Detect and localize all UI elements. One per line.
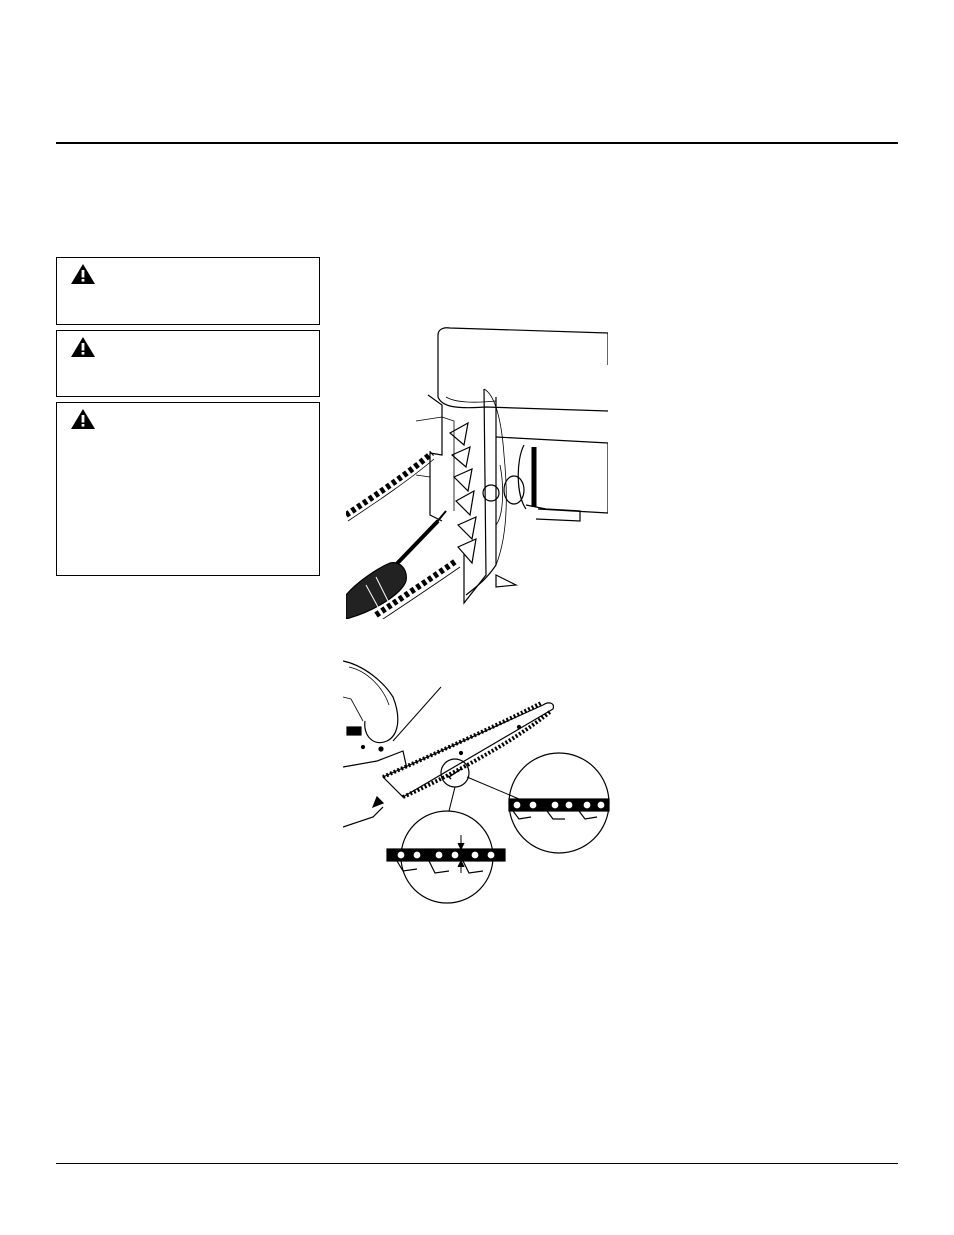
header-rule bbox=[56, 142, 898, 144]
warning-triangle-icon bbox=[71, 337, 95, 357]
chain-tension-adjust-illustration bbox=[346, 325, 608, 619]
warning-box-3 bbox=[56, 402, 320, 576]
warning-triangle-icon bbox=[71, 264, 95, 284]
warning-triangle-icon bbox=[71, 409, 95, 429]
footer-rule bbox=[56, 1163, 898, 1164]
warning-box-2 bbox=[56, 330, 320, 397]
chain-bar-detail-illustration bbox=[343, 657, 613, 904]
warning-box-1 bbox=[56, 257, 320, 325]
